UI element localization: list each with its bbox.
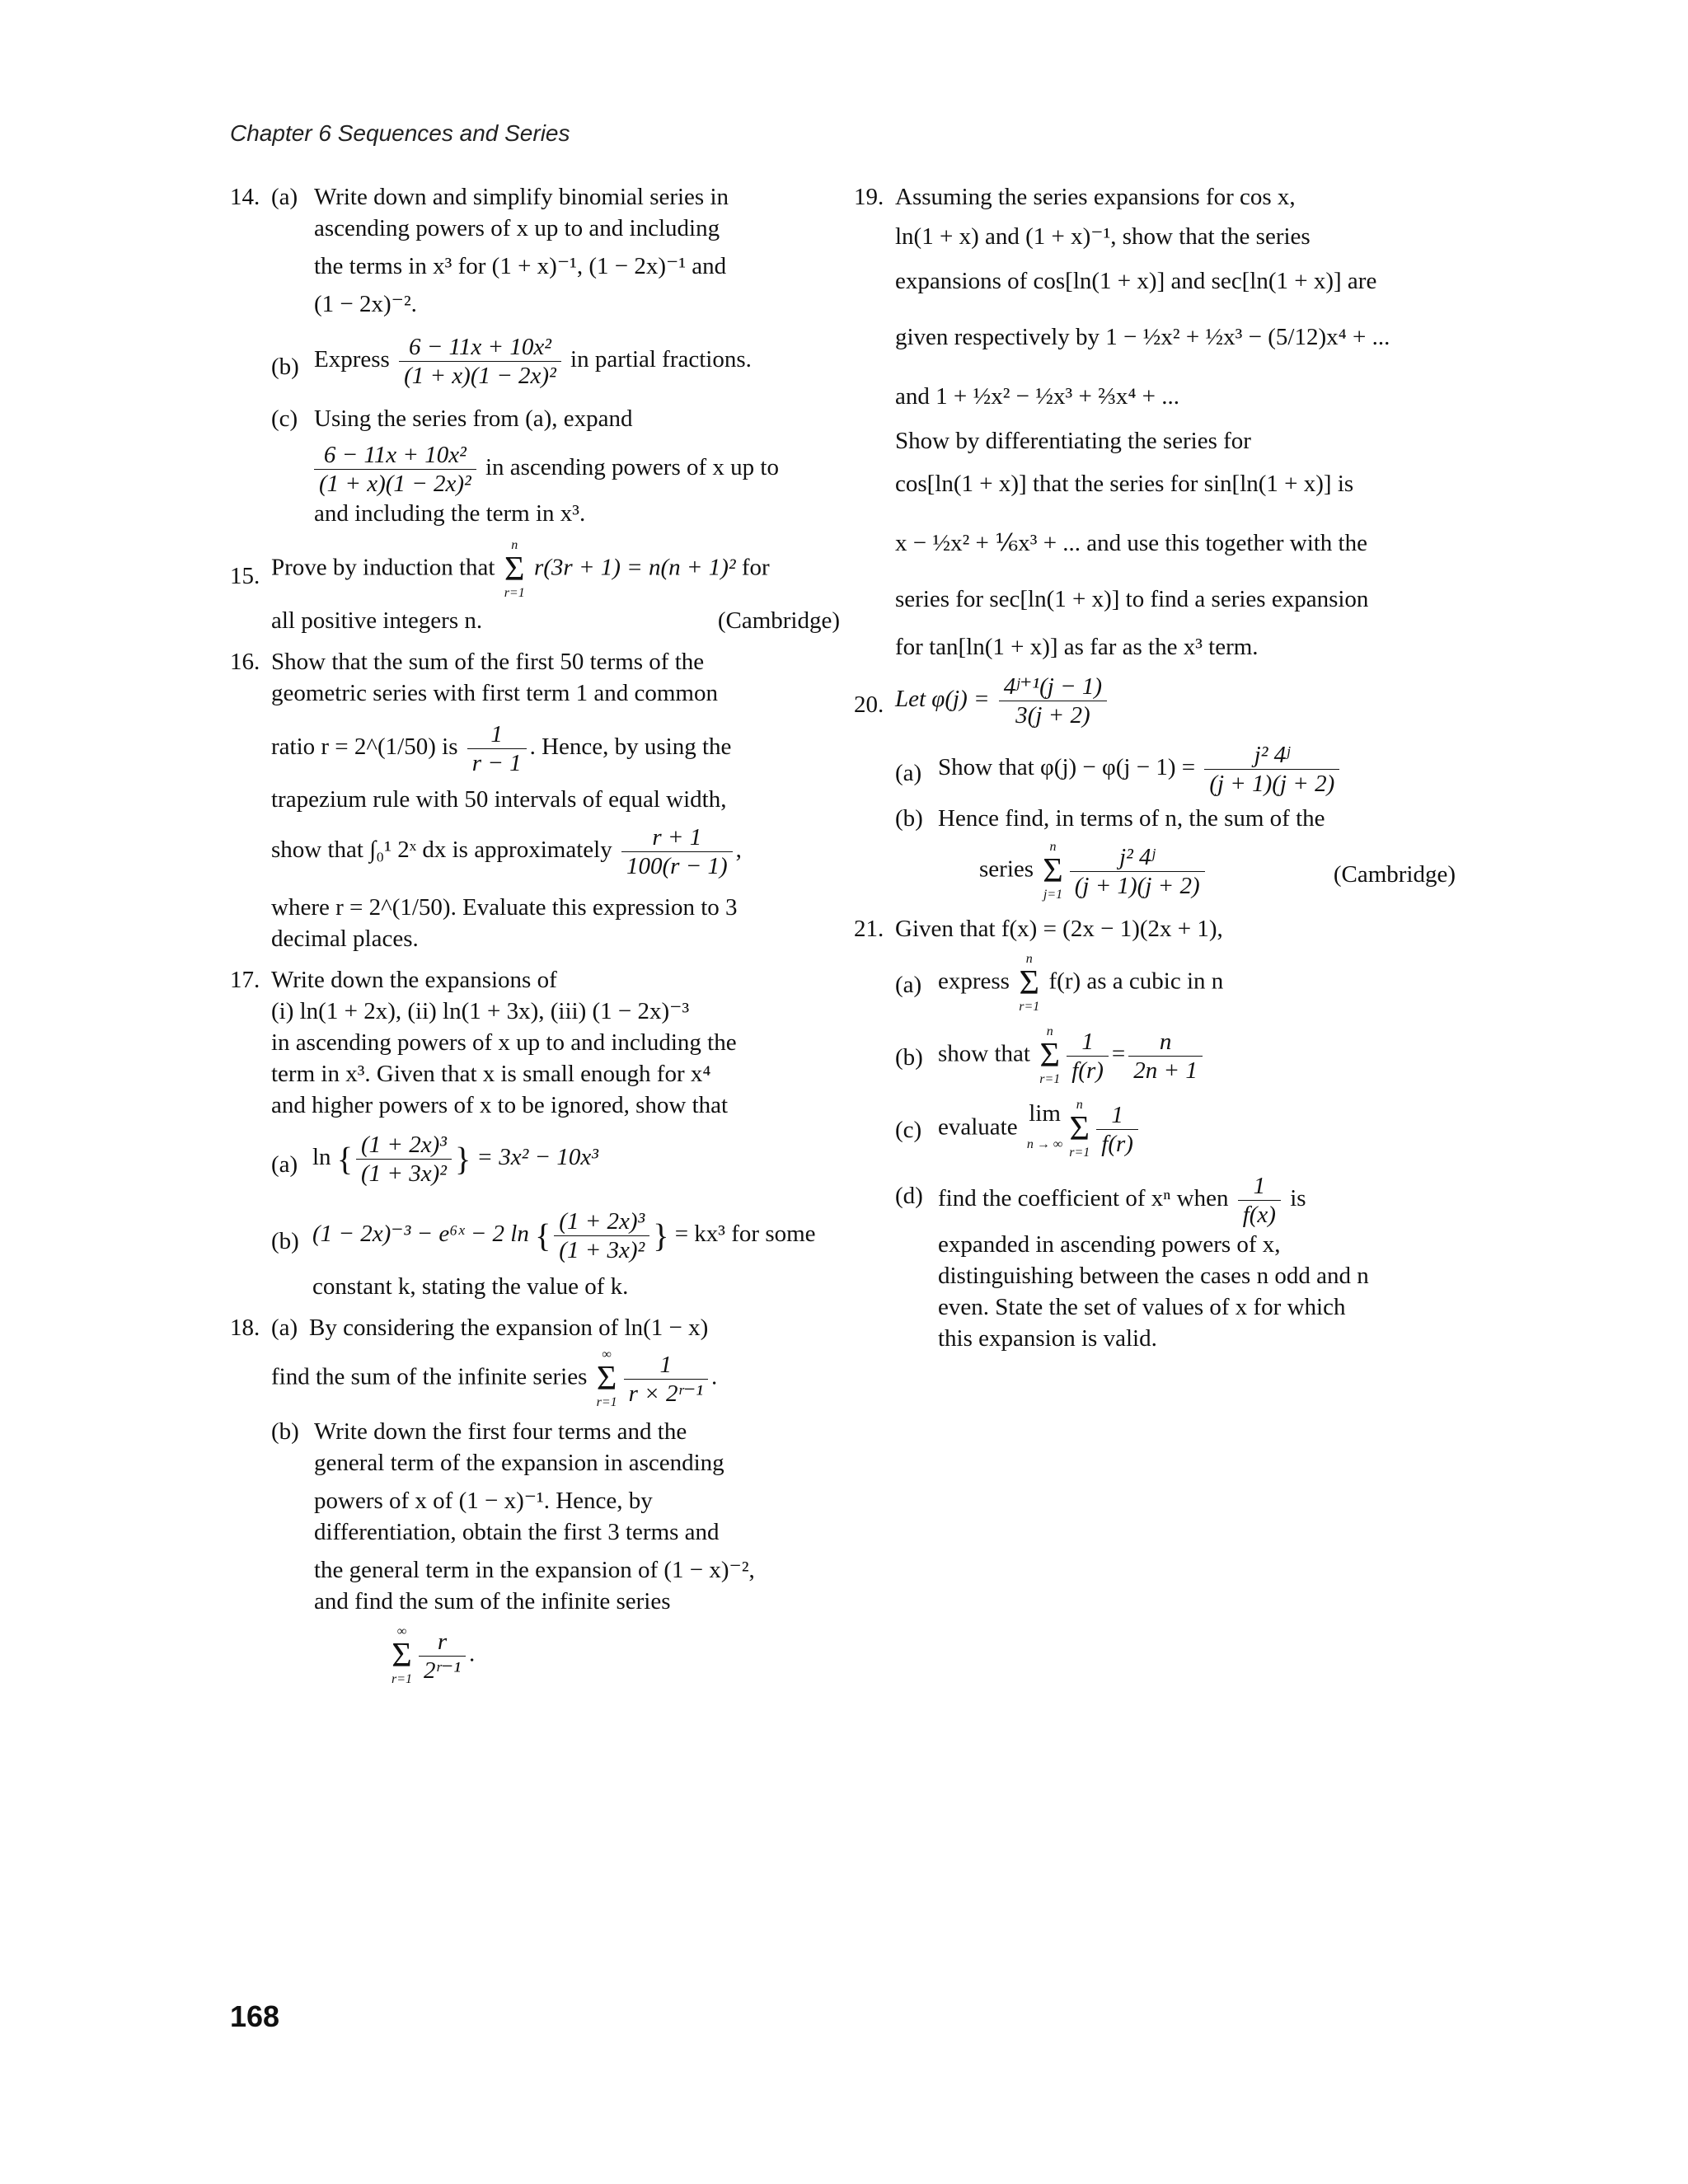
text: Show that φ(j) − φ(j − 1) = [938, 754, 1196, 781]
fraction [554, 1207, 649, 1264]
denominator: (1 + x)(1 − 2x)² [319, 471, 471, 497]
sum-upper: n [1025, 952, 1033, 966]
text-line: in ascending powers of x up to and including the [271, 1029, 737, 1056]
fraction [1067, 1028, 1109, 1085]
brace-icon: } [454, 1140, 471, 1178]
fraction [1204, 741, 1339, 798]
problem-number: 14. [230, 184, 260, 210]
denominator: f(r) [1071, 1057, 1104, 1084]
denominator: (1 + 3x)² [361, 1160, 447, 1187]
lim-text: lim [1029, 1100, 1061, 1127]
text-line: powers of x of (1 − x)⁻¹. Hence, by [314, 1488, 653, 1514]
fraction [1096, 1101, 1138, 1158]
text-line: series for sec[ln(1 + x)] to find a series expansion [895, 586, 1369, 612]
numerator: n [1128, 1028, 1203, 1057]
part-label: (b) [895, 1044, 923, 1071]
text-line: (1 − 2x)⁻². [314, 291, 417, 317]
numerator: r + 1 [621, 823, 733, 852]
page-number: 168 [230, 1999, 280, 2033]
text: express [938, 968, 1010, 995]
summation [392, 1625, 412, 1686]
sum-lower: r=1 [1039, 1072, 1061, 1086]
text-line: and 1 + ½x² − ½x³ + ⅔x⁴ + ... [895, 383, 1180, 410]
numerator: 6 − 11x + 10x² [314, 441, 476, 470]
sum-upper: n [1076, 1098, 1083, 1112]
text: in ascending powers of x up to [485, 454, 779, 481]
text-line: expanded in ascending powers of x, [938, 1231, 1281, 1258]
part-a [271, 1131, 840, 1188]
problem-number: 15. [230, 563, 260, 589]
text-line: Hence find, in terms of n, the sum of the [938, 805, 1325, 832]
summation [1069, 1099, 1090, 1160]
denominator: 2ʳ⁻¹ [424, 1657, 461, 1684]
text-line: Write down and simplify binomial series in [314, 184, 729, 210]
text-line: Given that f(x) = (2x − 1)(2x + 1), [895, 916, 1223, 942]
text-line: and find the sum of the infinite series [314, 1588, 671, 1615]
numerator: 4ʲ⁺¹(j − 1) [999, 673, 1107, 701]
problem-20 [854, 673, 1456, 902]
text: Prove by induction that [271, 554, 495, 581]
fraction [399, 333, 561, 390]
sum-lower: j=1 [1043, 888, 1063, 902]
text-line: ascending powers of x up to and including [314, 215, 720, 241]
fraction [999, 673, 1107, 729]
chapter-header: Chapter 6 Sequences and Series [230, 120, 570, 146]
text-line: distinguishing between the cases n odd and n [938, 1263, 1369, 1289]
text-line: Assuming the series expansions for cos x, [895, 184, 1296, 210]
text: series [979, 855, 1034, 883]
part-b [895, 803, 1456, 902]
text-line: geometric series with first term 1 and common [271, 680, 718, 706]
part-a [895, 953, 1456, 1014]
sigma-icon: Σ [504, 551, 525, 588]
text: for [741, 554, 770, 581]
brace-icon: } [653, 1216, 669, 1254]
text-line: this expansion is valid. [938, 1325, 1157, 1352]
fraction [467, 720, 527, 777]
text-line: (i) ln(1 + 2x), (ii) ln(1 + 3x), (iii) (1 − 2x)⁻³ [271, 998, 690, 1024]
part-d [895, 1172, 1456, 1354]
part-label: (b) [271, 1418, 299, 1445]
numerator: 1 [624, 1351, 708, 1380]
summation [504, 539, 525, 600]
part-a [895, 741, 1456, 798]
sigma-icon: Σ [1043, 852, 1063, 890]
problem-number: 19. [854, 184, 884, 210]
sum-lower: r=1 [392, 1672, 413, 1686]
fraction [419, 1628, 466, 1685]
sum-lower: r=1 [596, 1395, 617, 1409]
denominator: r × 2ʳ⁻¹ [628, 1380, 703, 1407]
sum-lower: r=1 [504, 586, 525, 600]
denominator: (j + 1)(j + 2) [1209, 771, 1335, 797]
part-label: (c) [271, 405, 298, 432]
text: Express [314, 346, 390, 373]
part-c [895, 1098, 1456, 1160]
part-label: (a) [271, 1151, 298, 1178]
text: all positive integers n. [271, 607, 483, 634]
numerator: j² 4ʲ [1070, 843, 1205, 872]
text-line: decimal places. [271, 926, 419, 952]
text-line: cos[ln(1 + x)] that the series for sin[ln(1 + x)] is [895, 471, 1354, 497]
numerator: 1 [1238, 1172, 1281, 1201]
part-label: (a) [895, 972, 922, 998]
expression: (1 − 2x)⁻³ − e⁶ˣ − 2 ln [312, 1221, 529, 1248]
problem-15 [230, 539, 840, 636]
numerator: 1 [1096, 1101, 1138, 1130]
source-note: (Cambridge) [1333, 861, 1456, 888]
text: . [710, 1363, 718, 1390]
part-a [271, 1312, 840, 1409]
fraction [1070, 843, 1205, 900]
left-column [230, 181, 840, 1696]
summation [597, 1348, 617, 1409]
text-line: trapezium rule with 50 intervals of equal width, [271, 786, 727, 813]
problem-16 [230, 646, 840, 954]
sum-upper: n [511, 538, 518, 552]
numerator: 6 − 11x + 10x² [399, 333, 561, 362]
part-b [271, 1207, 840, 1302]
text: is [1290, 1185, 1306, 1212]
text: ratio r = 2^(1/50) is [271, 733, 458, 761]
sigma-icon: Σ [392, 1637, 412, 1675]
text-line: x − ½x² + ⅙x³ + ... and use this together with the [895, 530, 1367, 556]
sum-upper: ∞ [602, 1347, 612, 1361]
brace-icon: { [336, 1140, 354, 1178]
summation [1043, 841, 1062, 902]
problem-number: 17. [230, 967, 260, 993]
text: , [735, 837, 742, 864]
problem-21 [854, 913, 1456, 1354]
fraction [624, 1351, 708, 1408]
denominator: 100(r − 1) [626, 853, 728, 879]
fraction [1128, 1028, 1203, 1085]
part-b [895, 1025, 1456, 1086]
text-line: the general term in the expansion of (1 − x)⁻², [314, 1557, 755, 1583]
text: = [1111, 1040, 1126, 1067]
limit [1027, 1098, 1062, 1160]
expression: r(3r + 1) = n(n + 1)² [533, 554, 736, 581]
text-line: given respectively by 1 − ½x² + ½x³ − (5/12)x⁴ + ... [895, 324, 1390, 350]
denominator: 2n + 1 [1133, 1057, 1198, 1084]
text: . Hence, by using the [529, 733, 732, 761]
fraction [1238, 1172, 1281, 1229]
sigma-icon: Σ [1069, 1110, 1090, 1148]
numerator: 1 [467, 720, 527, 749]
expression: = kx³ for some [674, 1221, 816, 1248]
text-line: term in x³. Given that x is small enough for x⁴ [271, 1061, 711, 1087]
sum-lower: r=1 [1069, 1146, 1090, 1160]
sum-upper: n [1049, 840, 1057, 854]
sum-upper: n [1046, 1024, 1053, 1038]
summation [1039, 1025, 1060, 1086]
numerator: 1 [1067, 1028, 1109, 1057]
text-line: Show that the sum of the first 50 terms of the [271, 649, 705, 675]
fraction [621, 823, 733, 880]
part-label: (d) [895, 1183, 923, 1209]
sigma-icon: Σ [1039, 1037, 1060, 1075]
text-line: Show by differentiating the series for [895, 428, 1251, 454]
part-label: (a) [271, 1315, 298, 1341]
text-line: and including the term in x³. [314, 500, 586, 527]
sigma-icon: Σ [1019, 964, 1039, 1002]
part-b [271, 333, 840, 390]
text: f(r) as a cubic in n [1048, 968, 1224, 995]
text: show that ∫₀¹ 2ˣ dx is approximately [271, 837, 612, 864]
part-label: (a) [895, 760, 922, 786]
text: ln [312, 1144, 331, 1171]
source-note: (Cambridge) [717, 607, 840, 634]
part-a [271, 181, 840, 320]
text-line: ln(1 + x) and (1 + x)⁻¹, show that the series [895, 223, 1311, 250]
problem-19 [854, 181, 1456, 663]
text: find the sum of the infinite series [271, 1363, 588, 1390]
part-label: (b) [271, 354, 299, 380]
text-line: and higher powers of x to be ignored, show that [271, 1092, 729, 1118]
text-line: for tan[ln(1 + x)] as far as the x³ term. [895, 634, 1259, 660]
part-c [271, 403, 840, 529]
problem-14 [230, 181, 840, 529]
text: evaluate [938, 1113, 1018, 1141]
denominator: (1 + x)(1 − 2x)² [404, 363, 556, 389]
expression: Let φ(j) = [895, 686, 990, 713]
problem-number: 21. [854, 916, 884, 942]
denominator: 3(j + 2) [1015, 702, 1090, 729]
text-line: differentiation, obtain the first 3 terms and [314, 1519, 720, 1545]
part-label: (a) [271, 184, 298, 210]
text-line: Using the series from (a), expand [314, 405, 633, 432]
sum-lower: r=1 [1019, 1000, 1040, 1014]
denominator: (1 + 3x)² [559, 1237, 645, 1263]
sum-upper: ∞ [396, 1624, 407, 1638]
fraction [356, 1131, 452, 1188]
part-label: (b) [271, 1228, 299, 1254]
numerator: (1 + 2x)³ [356, 1131, 452, 1160]
part-b [271, 1416, 840, 1686]
text-line: Write down the first four terms and the [314, 1418, 687, 1445]
summation [1019, 953, 1039, 1014]
right-column [854, 181, 1456, 1364]
brace-icon: { [535, 1216, 551, 1254]
text-line: constant k, stating the value of k. [312, 1273, 629, 1300]
numerator: (1 + 2x)³ [554, 1207, 649, 1236]
text-line: the terms in x³ for (1 + x)⁻¹, (1 − 2x)⁻¹ and [314, 253, 727, 279]
fraction [314, 441, 476, 498]
part-label: (c) [895, 1117, 922, 1143]
numerator: r [419, 1628, 466, 1657]
problem-number: 16. [230, 649, 260, 675]
denominator: (j + 1)(j + 2) [1074, 872, 1200, 899]
text-line [271, 605, 840, 636]
text: in partial fractions. [570, 346, 752, 373]
problem-17 [230, 964, 840, 1302]
text: find the coefficient of xⁿ when [938, 1185, 1229, 1212]
text: show that [938, 1040, 1030, 1067]
expression: = 3x² − 10x³ [476, 1144, 598, 1171]
text-line: By considering the expansion of ln(1 − x) [309, 1315, 709, 1341]
lim-sub: n → ∞ [1026, 1137, 1063, 1151]
problem-number: 20. [854, 691, 884, 718]
problem-18 [230, 1312, 840, 1686]
text-line: even. State the set of values of x for which [938, 1294, 1346, 1320]
sigma-icon: Σ [596, 1360, 617, 1398]
numerator: j² 4ʲ [1204, 741, 1339, 770]
part-label: (b) [895, 805, 923, 832]
problem-number: 18. [230, 1315, 260, 1341]
denominator: f(r) [1101, 1130, 1133, 1157]
text-line: general term of the expansion in ascending [314, 1450, 724, 1476]
text: . [468, 1640, 476, 1667]
text-line: where r = 2^(1/50). Evaluate this expression to 3 [271, 894, 738, 921]
denominator: r − 1 [471, 750, 522, 776]
text-line: Write down the expansions of [271, 967, 557, 993]
text-line: expansions of cos[ln(1 + x)] and sec[ln(1 + x)] are [895, 268, 1377, 294]
denominator: f(x) [1242, 1202, 1276, 1228]
